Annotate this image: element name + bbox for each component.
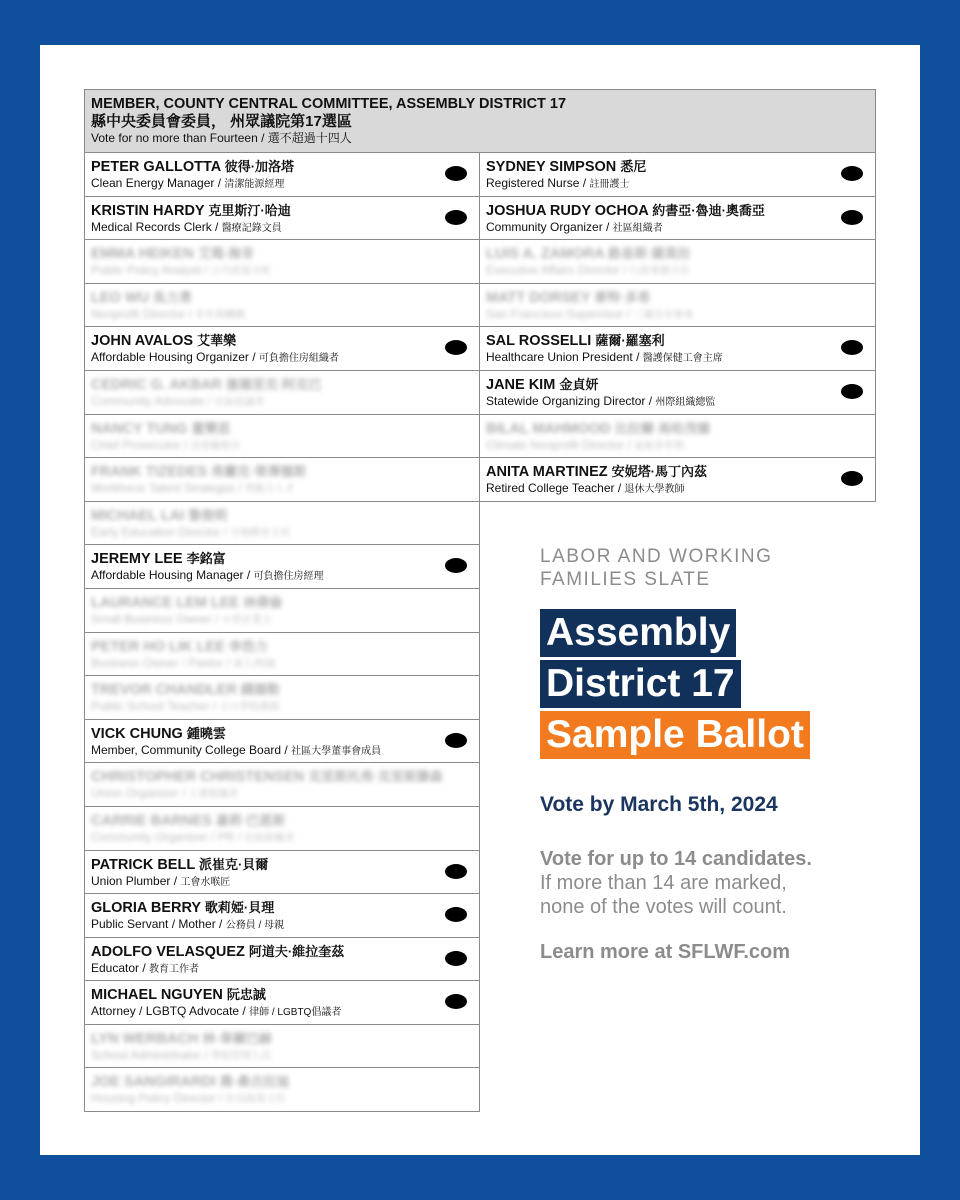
candidate-occupation: [91, 438, 473, 454]
candidate-occupation: [486, 176, 869, 192]
candidate-occupation: [486, 350, 869, 366]
candidate-occupation-zh: 社區組織者: [612, 222, 663, 234]
candidate-row[interactable]: [84, 502, 480, 546]
candidate-name: [91, 507, 473, 525]
candidate-row[interactable]: [84, 545, 480, 589]
candidate-row[interactable]: [480, 415, 876, 459]
candidate-occupation-zh: 住房政策主任: [225, 1094, 286, 1106]
candidate-name: [91, 812, 473, 830]
candidate-name: [91, 594, 473, 612]
candidate-occupation: [486, 307, 869, 323]
candidate-name-en: CARRIE BARNES: [91, 812, 212, 829]
candidate-name-en: JOSHUA RUDY OCHOA: [486, 202, 649, 219]
candidate-occupation: [486, 481, 869, 497]
contest-title: MEMBER, COUNTY CENTRAL COMMITTEE, ASSEMBLY DISTRICT 17: [91, 96, 567, 112]
candidate-name-zh: 派崔克·貝爾: [198, 856, 269, 872]
candidate-name: [91, 420, 473, 438]
candidate-occupation: [91, 350, 473, 366]
candidate-occupation: [91, 656, 473, 672]
candidate-occupation: [91, 568, 473, 584]
candidate-name-zh: 路易斯·薩莫拉: [608, 246, 691, 262]
candidate-occupation-en: Registered Nurse /: [486, 176, 587, 190]
candidate-name-zh: 艾華樂: [197, 333, 237, 349]
candidate-occupation-en: Community Organizer /: [486, 219, 610, 234]
candidate-name-en: FRANK TIZEDES: [91, 464, 207, 481]
candidate-name-en: PATRICK BELL: [91, 856, 195, 873]
candidate-name-en: SYDNEY SIMPSON: [486, 159, 617, 175]
candidate-name: [486, 420, 869, 438]
candidate-occupation-zh: 教育工作者: [149, 963, 200, 975]
candidate-name-en: KRISTIN HARDY: [91, 202, 205, 219]
candidate-name-en: ADOLFO VELASQUEZ: [91, 943, 245, 960]
candidate-name: [91, 725, 473, 743]
candidate-name: [91, 463, 473, 481]
candidate-name: [486, 245, 869, 263]
candidate-occupation: [91, 917, 473, 933]
candidate-occupation: [91, 1091, 473, 1107]
candidate-name-en: LUIS A. ZAMORA: [486, 246, 605, 263]
candidate-occupation-en: Chief Prosecutor /: [91, 437, 188, 452]
title-sample-ballot: Sample Ballot: [540, 711, 810, 759]
title-district: District 17: [540, 660, 741, 708]
candidate-name-en: LYN WERBACH: [91, 1030, 199, 1047]
candidate-occupation-en: Clean Energy Manager /: [91, 176, 222, 190]
candidate-occupation-zh: 社區大學董事會成員: [291, 745, 382, 757]
candidate-row[interactable]: [480, 284, 876, 328]
candidate-occupation-zh: 公立學校教師: [219, 702, 280, 714]
candidate-occupation-en: Affordable Housing Manager /: [91, 568, 251, 583]
candidate-occupation: [91, 481, 473, 497]
candidate-row[interactable]: [84, 894, 480, 938]
candidate-name-zh: 林偉倫: [243, 594, 283, 610]
candidate-row[interactable]: [84, 807, 480, 851]
candidate-name-en: CEDRIC G. AKBAR: [91, 376, 222, 393]
left-candidate-column: [84, 153, 480, 1112]
candidate-occupation-zh: 州際組織總監: [655, 396, 716, 408]
candidate-name-zh: 克里斯托弗·克里斯滕森: [308, 769, 443, 785]
candidate-name-en: SAL ROSSELLI: [486, 333, 592, 350]
candidate-name-zh: 金貞妍: [559, 376, 599, 392]
candidate-name-zh: 林·韋爾巴赫: [202, 1030, 272, 1046]
candidate-row[interactable]: [84, 153, 480, 197]
candidate-row[interactable]: [84, 938, 480, 982]
slate-name-line2: FAMILIES SLATE: [540, 569, 711, 590]
candidate-occupation-en: Community Advocate /: [91, 393, 212, 408]
candidate-name-zh: 鍾曉雲: [186, 725, 226, 741]
candidate-name: [486, 289, 869, 307]
candidate-name-en: JEREMY LEE: [91, 551, 183, 568]
candidate-name-zh: 李銘富: [186, 551, 226, 567]
candidate-occupation-en: Public Policy Analyst /: [91, 263, 208, 278]
filled-vote-oval[interactable]: [445, 864, 467, 879]
candidate-occupation: [91, 786, 473, 802]
filled-vote-oval[interactable]: [445, 907, 467, 922]
candidate-row[interactable]: [84, 240, 480, 284]
slate-name-line1: LABOR AND WORKING: [540, 546, 773, 567]
candidate-occupation-zh: 行政事務主任: [629, 266, 690, 278]
candidate-occupation: [91, 612, 473, 628]
candidate-occupation-en: Healthcare Union President /: [486, 350, 640, 365]
candidate-name: [486, 463, 869, 481]
candidate-name-zh: 阿道夫·維拉奎茲: [248, 943, 345, 959]
filled-vote-oval[interactable]: [841, 166, 863, 181]
candidate-name: [91, 899, 473, 917]
candidate-name-zh: 麥特·多希: [594, 289, 651, 305]
candidate-row[interactable]: [480, 197, 876, 241]
contest-title-zh: 縣中央委員會委員， 州眾議院第17選區: [91, 113, 352, 130]
candidate-occupation-en: San Francisco Supervisor /: [486, 306, 631, 321]
candidate-name-zh: 薩爾·羅塞利: [595, 333, 665, 349]
candidate-occupation-en: Business Owner / Pastor /: [91, 655, 230, 670]
filled-vote-oval[interactable]: [841, 384, 863, 399]
contest-instruction: Vote for no more than Fourteen / 選不超過十四人: [91, 131, 352, 145]
candidate-occupation-en: Union Organizer /: [91, 786, 186, 801]
candidate-row[interactable]: [480, 371, 876, 415]
candidate-row[interactable]: [480, 240, 876, 284]
filled-vote-oval[interactable]: [445, 210, 467, 225]
candidate-occupation-zh: 早期教育主任: [230, 527, 291, 539]
candidate-occupation: [91, 263, 473, 279]
candidate-row[interactable]: [84, 981, 480, 1025]
candidate-row[interactable]: [84, 589, 480, 633]
candidate-name-zh: 喬·桑吉拉迪: [219, 1074, 290, 1090]
candidate-name-en: VICK CHUNG: [91, 725, 183, 742]
candidate-name-en: EMMA HEIKEN: [91, 246, 194, 263]
candidate-row[interactable]: [84, 633, 480, 677]
candidate-occupation-en: Retired College Teacher /: [486, 481, 622, 496]
candidate-name-zh: 比拉爾·馬哈茂德: [614, 420, 710, 436]
candidate-row[interactable]: [84, 676, 480, 720]
candidate-occupation-zh: 律師 / LGBTQ倡議者: [249, 1007, 342, 1019]
title-assembly: Assembly: [540, 609, 736, 657]
candidate-row[interactable]: [84, 415, 480, 459]
candidate-occupation-en: Medical Records Clerk /: [91, 219, 219, 234]
candidate-name-en: LAURANCE LEM LEE: [91, 594, 240, 611]
candidate-name-zh: 艾瑪·海肯: [197, 246, 254, 262]
candidate-name-zh: 塞德里克·阿克巴: [225, 376, 322, 392]
candidate-row[interactable]: [480, 458, 876, 502]
candidate-occupation-en: Nonprofit Director /: [91, 306, 192, 321]
candidate-row[interactable]: [480, 327, 876, 371]
candidate-occupation-zh: 商人/牧師: [233, 658, 276, 670]
candidate-occupation: [486, 220, 869, 236]
candidate-occupation-en: Affordable Housing Organizer /: [91, 350, 256, 365]
filled-vote-oval[interactable]: [841, 210, 863, 225]
candidate-occupation: [91, 961, 473, 977]
vote-by-date: Vote by March 5th, 2024: [540, 793, 778, 816]
candidate-occupation-en: Statewide Organizing Director /: [486, 393, 653, 408]
candidate-occupation-zh: 公共政策分析: [211, 266, 272, 278]
candidate-name: [91, 1073, 473, 1091]
candidate-name: [91, 289, 473, 307]
candidate-row[interactable]: [84, 197, 480, 241]
candidate-name: [91, 943, 473, 961]
candidate-row[interactable]: [480, 153, 876, 197]
candidate-occupation-en: Public Servant / Mother /: [91, 917, 223, 932]
candidate-occupation-en: Housing Policy Director /: [91, 1091, 223, 1106]
candidate-name: [91, 856, 473, 874]
candidate-occupation-zh: 註冊護士: [589, 179, 630, 190]
candidate-row[interactable]: [84, 458, 480, 502]
candidate-name-zh: 弗蘭克·蒂澤德斯: [211, 464, 307, 480]
candidate-row[interactable]: [84, 763, 480, 807]
learn-more-link[interactable]: Learn more at SFLWF.com: [540, 941, 791, 963]
voting-rules: [540, 847, 880, 919]
candidate-name: [486, 332, 869, 350]
candidate-occupation: [91, 176, 473, 192]
candidate-occupation: [91, 525, 473, 541]
candidate-name-en: LEO WU: [91, 289, 149, 306]
candidate-name-en: BILAL MAHMOOD: [486, 420, 611, 437]
contest-header: [84, 89, 876, 153]
candidate-occupation: [91, 830, 473, 846]
candidate-occupation-zh: 三藩市市參事: [633, 309, 694, 321]
candidate-occupation-zh: 醫療記錄文員: [221, 222, 282, 234]
candidate-occupation-en: Small Business Owner /: [91, 611, 219, 626]
candidate-occupation: [91, 220, 473, 236]
candidate-name-zh: 阮忠誠: [226, 987, 266, 1003]
candidate-occupation-zh: 工會組織者: [188, 789, 239, 801]
candidate-occupation-en: Member, Community College Board /: [91, 742, 288, 757]
candidate-row[interactable]: [84, 371, 480, 415]
candidate-name-en: MATT DORSEY: [486, 289, 591, 306]
candidate-occupation-en: Executive Affairs Director /: [486, 263, 627, 278]
candidate-occupation-zh: 公務員 / 母親: [225, 920, 285, 932]
candidate-occupation: [91, 307, 473, 323]
sample-ballot-title: [540, 609, 880, 759]
candidate-occupation-zh: 社區倡議者: [214, 396, 265, 408]
candidate-name-zh: 李浩力: [228, 638, 268, 654]
candidate-name: [91, 986, 473, 1004]
filled-vote-oval[interactable]: [445, 166, 467, 181]
candidate-occupation-en: School Administrator /: [91, 1047, 208, 1062]
candidate-name: [91, 1030, 473, 1048]
candidate-occupation-zh: 退休大學教師: [624, 484, 685, 496]
candidate-occupation-en: Climate Nonprofit Director /: [486, 437, 631, 452]
candidate-name-zh: 董樂思: [191, 420, 231, 436]
candidate-occupation-zh: 清潔能源經理: [224, 179, 285, 190]
candidate-occupation-en: Union Plumber /: [91, 873, 178, 888]
candidate-occupation-zh: 醫護保健工會主席: [642, 353, 723, 365]
candidate-name: [91, 332, 473, 350]
ballot-sheet: [40, 45, 920, 1155]
candidate-occupation-zh: 可負擔住房經理: [253, 571, 324, 583]
candidate-name-en: NANCY TUNG: [91, 420, 188, 437]
candidate-row[interactable]: [84, 284, 480, 328]
candidate-name-zh: 吳力勇: [153, 289, 193, 305]
candidate-name: [91, 638, 473, 656]
candidate-name-en: ANITA MARTINEZ: [486, 464, 608, 481]
candidate-name-zh: 約書亞·魯迪·奧喬亞: [652, 202, 765, 218]
candidate-name-en: PETER GALLOTTA: [91, 159, 221, 175]
candidate-row[interactable]: [84, 851, 480, 895]
candidate-occupation-zh: 首席檢察官: [190, 440, 241, 452]
candidate-occupation-en: Public School Teacher /: [91, 699, 217, 714]
candidate-occupation-zh: 非牟利機構: [195, 309, 246, 321]
candidate-name: [91, 550, 473, 568]
candidate-name-zh: 嘉莉·巴恩斯: [215, 812, 286, 828]
candidate-name-en: MICHAEL NGUYEN: [91, 987, 223, 1004]
filled-vote-oval[interactable]: [445, 951, 467, 966]
candidate-name-en: JOE SANGIRARDI: [91, 1074, 216, 1091]
candidate-name-en: JANE KIM: [486, 376, 556, 393]
rule-overvote-line1: If more than 14 are marked,: [540, 872, 787, 894]
candidate-occupation: [486, 263, 869, 279]
candidate-row[interactable]: [84, 327, 480, 371]
candidate-name-zh: 黎俊明: [188, 507, 228, 523]
candidate-occupation: [91, 699, 473, 715]
candidate-name-zh: 安妮塔·馬丁內茲: [611, 464, 707, 480]
candidate-name-zh: 錢德勒: [240, 682, 280, 698]
candidate-occupation-zh: 氣候非牟利: [634, 440, 685, 452]
candidate-name-en: TREVOR CHANDLER: [91, 682, 237, 699]
candidate-name-zh: 彼得·加洛塔: [224, 159, 295, 174]
candidate-row[interactable]: [84, 720, 480, 764]
candidate-name: [91, 376, 473, 394]
candidate-occupation-zh: 工會水喉匠: [180, 876, 231, 888]
candidate-name-zh: 克里斯汀·哈迪: [208, 202, 291, 218]
candidate-name: [91, 158, 473, 176]
candidate-occupation-zh: 社區組織者: [244, 832, 295, 844]
candidate-name-en: GLORIA BERRY: [91, 900, 201, 917]
candidate-occupation-en: Early Education Director /: [91, 524, 228, 539]
candidate-name: [486, 376, 869, 394]
candidate-name: [486, 158, 869, 176]
candidate-name-en: JOHN AVALOS: [91, 333, 194, 350]
candidate-occupation: [91, 1004, 473, 1020]
candidate-occupation-en: Attorney / LGBTQ Advocate /: [91, 1004, 246, 1019]
candidate-occupation-zh: 勞動力人才: [244, 484, 295, 496]
candidate-occupation-en: Educator /: [91, 960, 146, 975]
right-candidate-column: [480, 153, 876, 502]
candidate-occupation: [91, 874, 473, 890]
candidate-row[interactable]: [84, 1068, 480, 1112]
candidate-name: [91, 768, 473, 786]
candidate-occupation: [486, 394, 869, 410]
candidate-occupation: [91, 743, 473, 759]
candidate-name: [486, 202, 869, 220]
candidate-name-en: PETER HO LIK LEE: [91, 638, 225, 655]
candidate-occupation-zh: 可負擔住房組織者: [258, 353, 339, 365]
candidate-row[interactable]: [84, 1025, 480, 1069]
candidate-occupation-en: Community Organizer / PR /: [91, 829, 242, 844]
candidate-name-zh: 歌莉婭·貝理: [204, 900, 275, 916]
candidate-occupation-en: Workforce Talent Strategist /: [91, 481, 242, 496]
candidate-occupation: [91, 1048, 473, 1064]
candidate-name: [91, 681, 473, 699]
rule-overvote-line2: none of the votes will count.: [540, 896, 787, 918]
candidate-name-en: MICHAEL LAI: [91, 507, 185, 524]
candidate-name-en: CHRISTOPHER CHRISTENSEN: [91, 769, 305, 786]
candidate-occupation: [91, 394, 473, 410]
candidate-name-zh: 悉尼: [620, 159, 647, 174]
candidate-name: [91, 202, 473, 220]
rule-max-candidates: Vote for up to 14 candidates.: [540, 848, 812, 870]
candidate-occupation-zh: 小型企業主: [221, 614, 272, 626]
filled-vote-oval[interactable]: [445, 733, 467, 748]
candidate-occupation-zh: 學校管理人員: [211, 1050, 272, 1062]
candidate-name: [91, 245, 473, 263]
candidate-occupation: [486, 438, 869, 454]
slate-promo: [540, 545, 880, 964]
